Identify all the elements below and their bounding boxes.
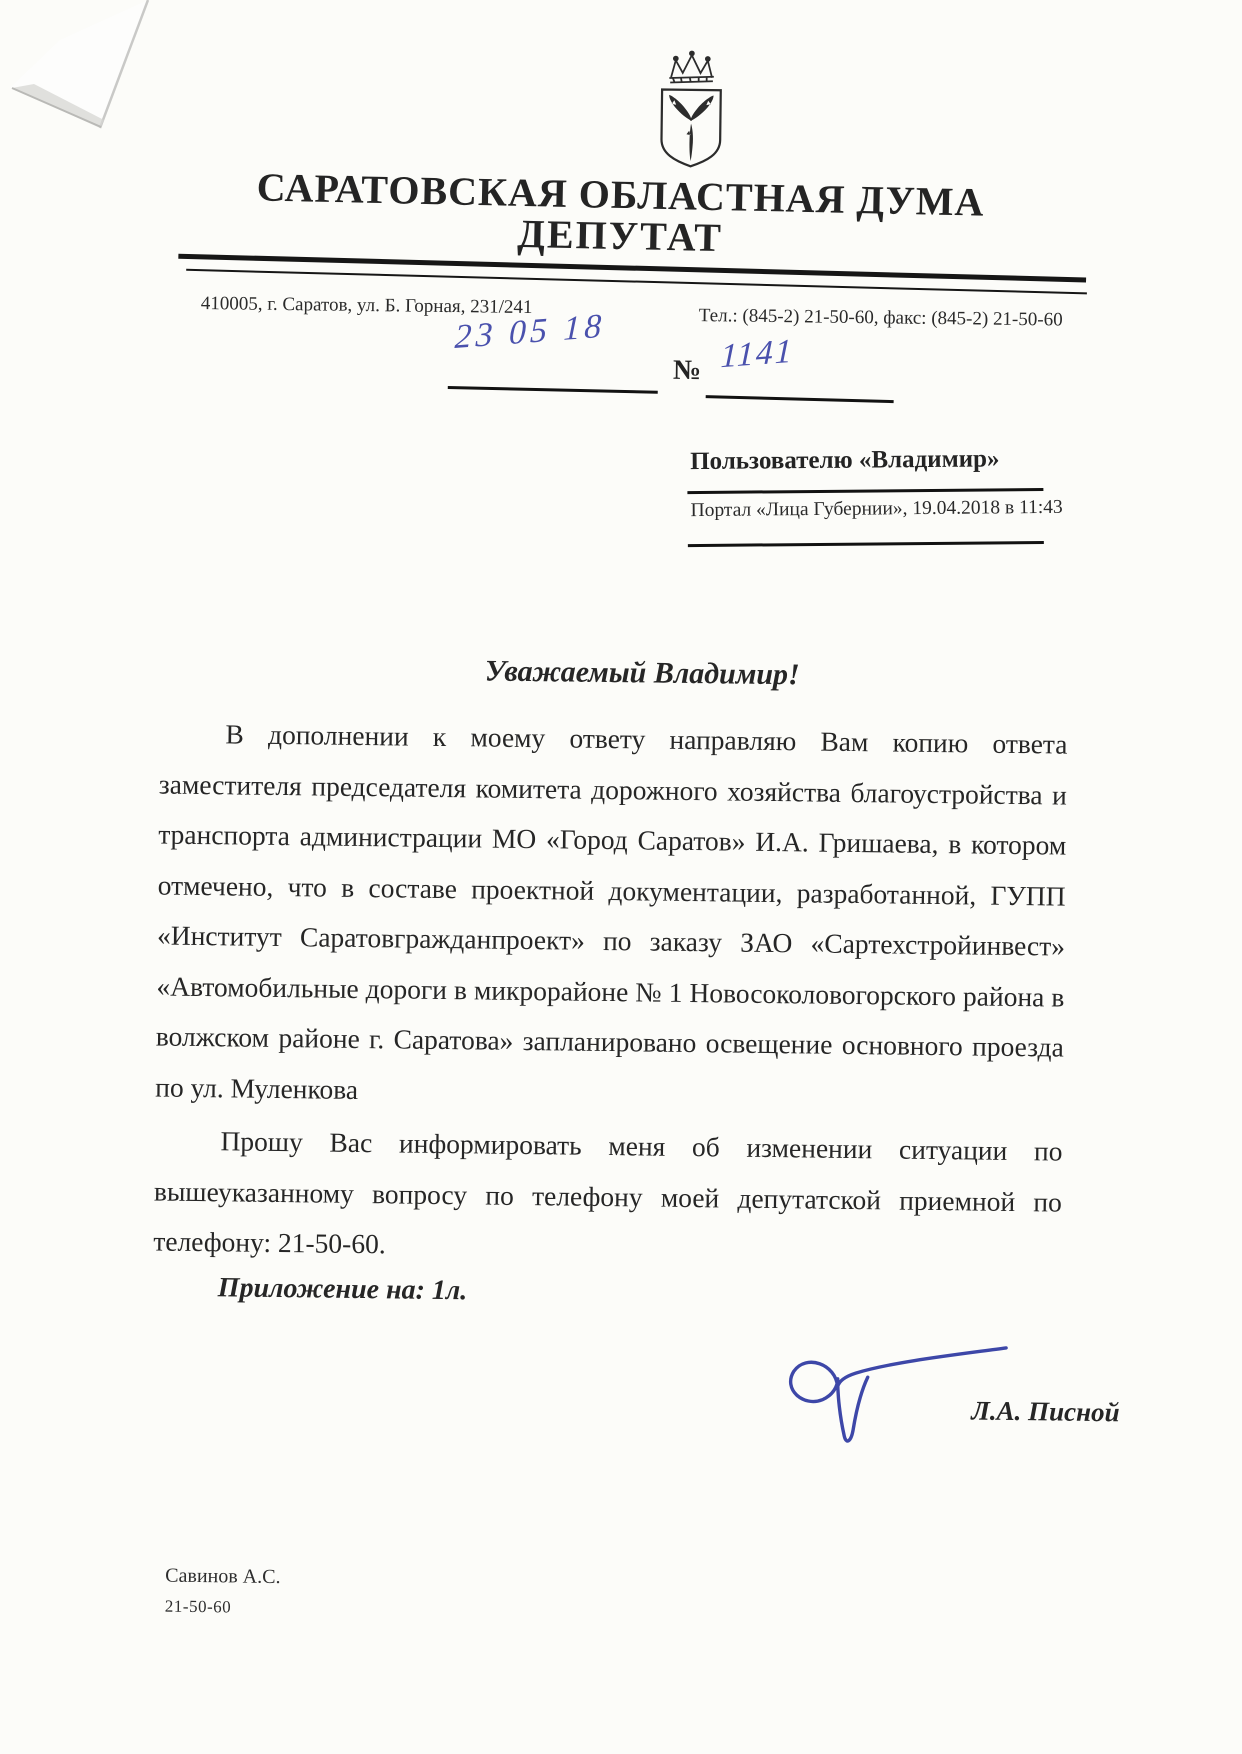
body-paragraph-1: [155, 709, 1068, 1124]
body-paragraph-2: [153, 1115, 1063, 1278]
body-line: «Институт Саратовгражданпроект» по заказу ЗАО «Сартехстройинвест»: [156, 919, 1066, 962]
org-address: 410005, г. Саратов, ул. Б. Горная, 231/241: [200, 292, 533, 319]
recipient-name: Пользователю «Владимир»: [690, 445, 1000, 476]
body-line: заместителя председателя комитета дорожного хозяйства благоустройства и: [158, 768, 1068, 811]
attachment-note: Приложение на: 1л.: [217, 1272, 468, 1307]
salutation: Уважаемый Владимир!: [484, 654, 800, 692]
body-line: «Автомобильные дороги в микрорайоне № 1 Новосоколовогорского района в: [156, 969, 1065, 1013]
recipient-underline-2: [688, 541, 1044, 547]
body-line: телефону: 21-50-60.: [153, 1225, 386, 1260]
body-line: транспорта администрации МО «Город Саратов» И.А. Гришаева, в котором: [158, 818, 1067, 861]
recipient-underline-1: [687, 488, 1043, 494]
body-line: Прошу Вас информировать меня об изменении ситуации по: [220, 1125, 1063, 1167]
signer-name: Л.А. Писной: [971, 1395, 1120, 1428]
org-subtitle: ДЕПУТАТ: [516, 210, 724, 261]
handwritten-date: 23 05 18: [454, 307, 606, 357]
org-phone: Тел.: (845-2) 21-50-60, факс: (845-2) 21-50-60: [698, 305, 1063, 331]
executor-name: Савинов А.С.: [165, 1564, 281, 1589]
org-name-title: САРАТОВСКАЯ ОБЛАСТНАЯ ДУМА: [256, 164, 985, 225]
body-line: волжском районе г. Саратова» запланировано освещение основного проезда: [155, 1020, 1064, 1063]
executor-phone: 21-50-60: [164, 1596, 232, 1617]
body-line: по ул. Муленкова: [155, 1070, 359, 1105]
handwritten-number: 1141: [719, 332, 795, 376]
body-line: вышеуказанному вопросу по телефону моей депутатской приемной по: [153, 1174, 1063, 1218]
number-sign: №: [672, 354, 702, 387]
body-line: отмечено, что в составе проектной документации, разработанной, ГУПП: [157, 869, 1066, 912]
recipient-source: Портал «Лица Губернии», 19.04.2018 в 11:43: [690, 496, 1063, 522]
body-line: В дополнении к моему ответу направляю Вам копию ответа: [225, 718, 1068, 760]
